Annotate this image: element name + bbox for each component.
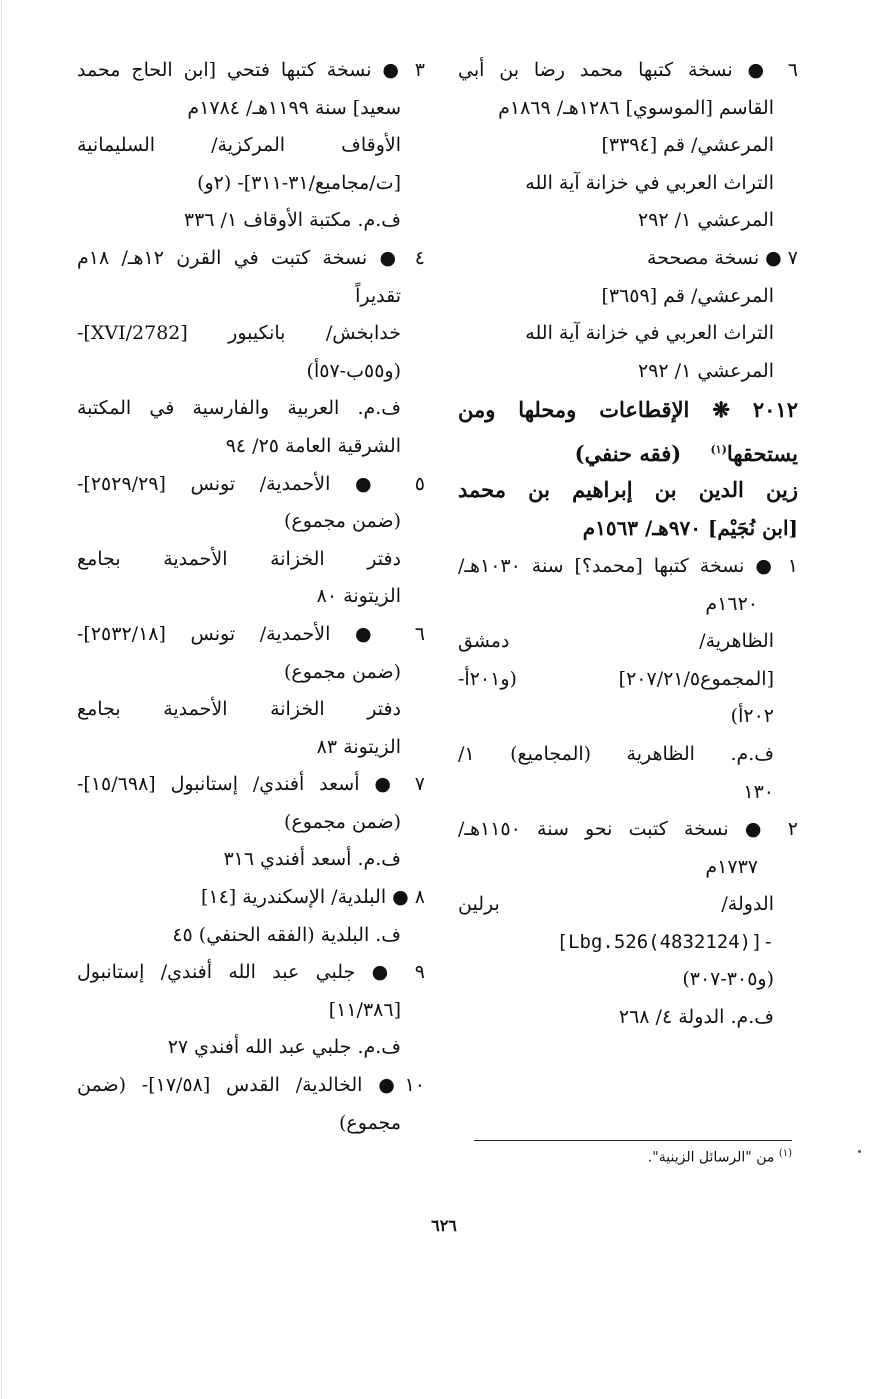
entry-line: دفتر الخزانة الأحمدية بجامع: [77, 698, 401, 721]
footnote-separator: [474, 1140, 792, 1141]
entry-line: الزيتونة ٨٠: [316, 585, 401, 608]
footnote-marker: (١): [778, 1148, 792, 1159]
entry-line: ف.م. الدولة ٤/ ٢٦٨: [618, 1006, 774, 1029]
entry-line: ف.م. الظاهرية (المجاميع) ١/: [458, 742, 774, 765]
scan-speck: [858, 1150, 861, 1153]
entry-line: ١٣٠: [743, 780, 774, 803]
entry-line: [ت/مجاميع/٣١-٣١١]- (٢و): [197, 171, 401, 194]
author-name: زين الدين بن إبراهيم بن محمد: [458, 477, 798, 503]
footnote-text: من "الرسائل الزينية".: [647, 1149, 775, 1166]
entry-line: مجموع): [339, 1111, 401, 1134]
page-number: ٦٢٦: [431, 1216, 457, 1235]
entry-line: الشرقية العامة ٢٥/ ٩٤: [225, 434, 401, 457]
entry-heading: ٢٠١٢ ❋ الإقطاعات ومحلها ومن: [458, 397, 798, 423]
entry-line: [المجموع٢٠٧/٢١/٥] (و٢٠١أ-: [458, 667, 774, 690]
entry-line: المرعشي/ قم [٣٣٩٤]: [601, 134, 774, 157]
entry-line: (ضمن مجموع): [283, 810, 401, 833]
subject-tag: (فقه حنفي): [574, 441, 682, 467]
entry-heading-text: يستحقها: [726, 441, 798, 467]
entry-line: الدولة/ برلين: [458, 893, 774, 916]
entry-line: التراث العربي في خزانة آية الله: [525, 171, 774, 194]
entry-line: التراث العربي في خزانة آية الله: [525, 322, 774, 345]
entry-line: ف.م. جلبي عبد الله أفندي ٢٧: [167, 1036, 401, 1059]
entry-line: ف.م. العربية والفارسية في المكتبة: [77, 397, 401, 420]
entry-line: الظاهرية/ دمشق: [458, 630, 774, 653]
footnote-ref: (١): [710, 443, 727, 457]
entry-line: خدابخش/ بانكيبور [2782/XVI]-: [77, 322, 401, 345]
entry-line: ٥ ● الأحمدية/ تونس [٢٥٢٩/٢٩]-: [77, 472, 425, 495]
entry-line: ٣ ● نسخة كتبها فتحي [ابن الحاج محمد: [77, 59, 425, 81]
entry-line: ١٠● الخالدية/ القدس [١٧/٥٨]- (ضمن: [77, 1074, 425, 1097]
entry-line: ٦ ● الأحمدية/ تونس [٢٥٣٢/١٨]-: [77, 622, 425, 645]
entry-line: ٧ ● نسخة مصححة: [647, 246, 798, 269]
shelfmark: [Lbg.526(4832124)]-: [556, 930, 774, 953]
entry-line: المرعشي ١/ ٢٩٢: [638, 359, 774, 382]
entry-line: ٤ ● نسخة كتبت في القرن ١٢هـ/ ١٨م: [77, 246, 425, 269]
entry-line: ٩ ● جلبي عبد الله أفندي/ إستانبول: [77, 961, 425, 984]
entry-line: المرعشي ١/ ٢٩٢: [638, 209, 774, 232]
entry-line: (و٣٠٥-٣٠٧): [682, 968, 774, 991]
entry-heading-continued: [458, 430, 798, 470]
right-column: [458, 52, 798, 1037]
entry-line: ف.م. مكتبة الأوقاف ١/ ٣٣٦: [183, 209, 401, 232]
entry-line: ٢ ● نسخة كتبت نحو سنة ١١٥٠هـ/: [458, 818, 798, 841]
author-dates: [ابن نُجَيْم] ٩٧٠هـ/ ١٥٦٣م: [582, 516, 798, 541]
entry-line: ١ ● نسخة كتبها [محمد؟] سنة ١٠٣٠هـ/: [458, 554, 798, 577]
entry-line: تقديراً: [355, 284, 401, 307]
entry-line: ٧ ● أسعد أفندي/ إستانبول [١٥/٦٩٨]-: [77, 773, 425, 796]
entry-line: (ضمن مجموع): [283, 660, 401, 683]
entry-line: ١٦٢٠م: [705, 592, 758, 615]
left-column: [77, 52, 425, 1142]
entry-line: (ضمن مجموع): [283, 510, 401, 533]
entry-line: سعيد] سنة ١١٩٩هـ/ ١٧٨٤م: [187, 96, 401, 119]
entry-line: القاسم [الموسوي] ١٢٨٦هـ/ ١٨٦٩م: [498, 96, 774, 119]
scan-edge-line: [1, 0, 2, 1399]
entry-line: [١١/٣٨٦]: [328, 998, 401, 1021]
entry-line: ٨ ● البلدية/ الإسكندرية [١٤]: [200, 886, 425, 909]
entry-line: [458, 924, 798, 962]
entry-line: الزيتونة ٨٣: [316, 735, 401, 758]
footnote: [648, 1148, 792, 1166]
entry-line: ف.م. أسعد أفندي ٣١٦: [223, 848, 401, 871]
entry-line: ف. البلدية (الفقه الحنفي) ٤٥: [172, 923, 401, 946]
entry-line: ١٧٣٧م: [705, 855, 758, 878]
entry-line: ٦ ● نسخة كتبها محمد رضا بن أبي: [458, 59, 798, 81]
entry-line: الأوقاف المركزية/ السليمانية: [77, 134, 401, 157]
entry-line: دفتر الخزانة الأحمدية بجامع: [77, 547, 401, 570]
entry-line: المرعشي/ قم [٣٦٥٩]: [601, 284, 774, 307]
entry-line: (و٥٥ب-٥٧أ): [306, 359, 401, 382]
entry-line: ٢٠٢أ): [730, 705, 774, 728]
